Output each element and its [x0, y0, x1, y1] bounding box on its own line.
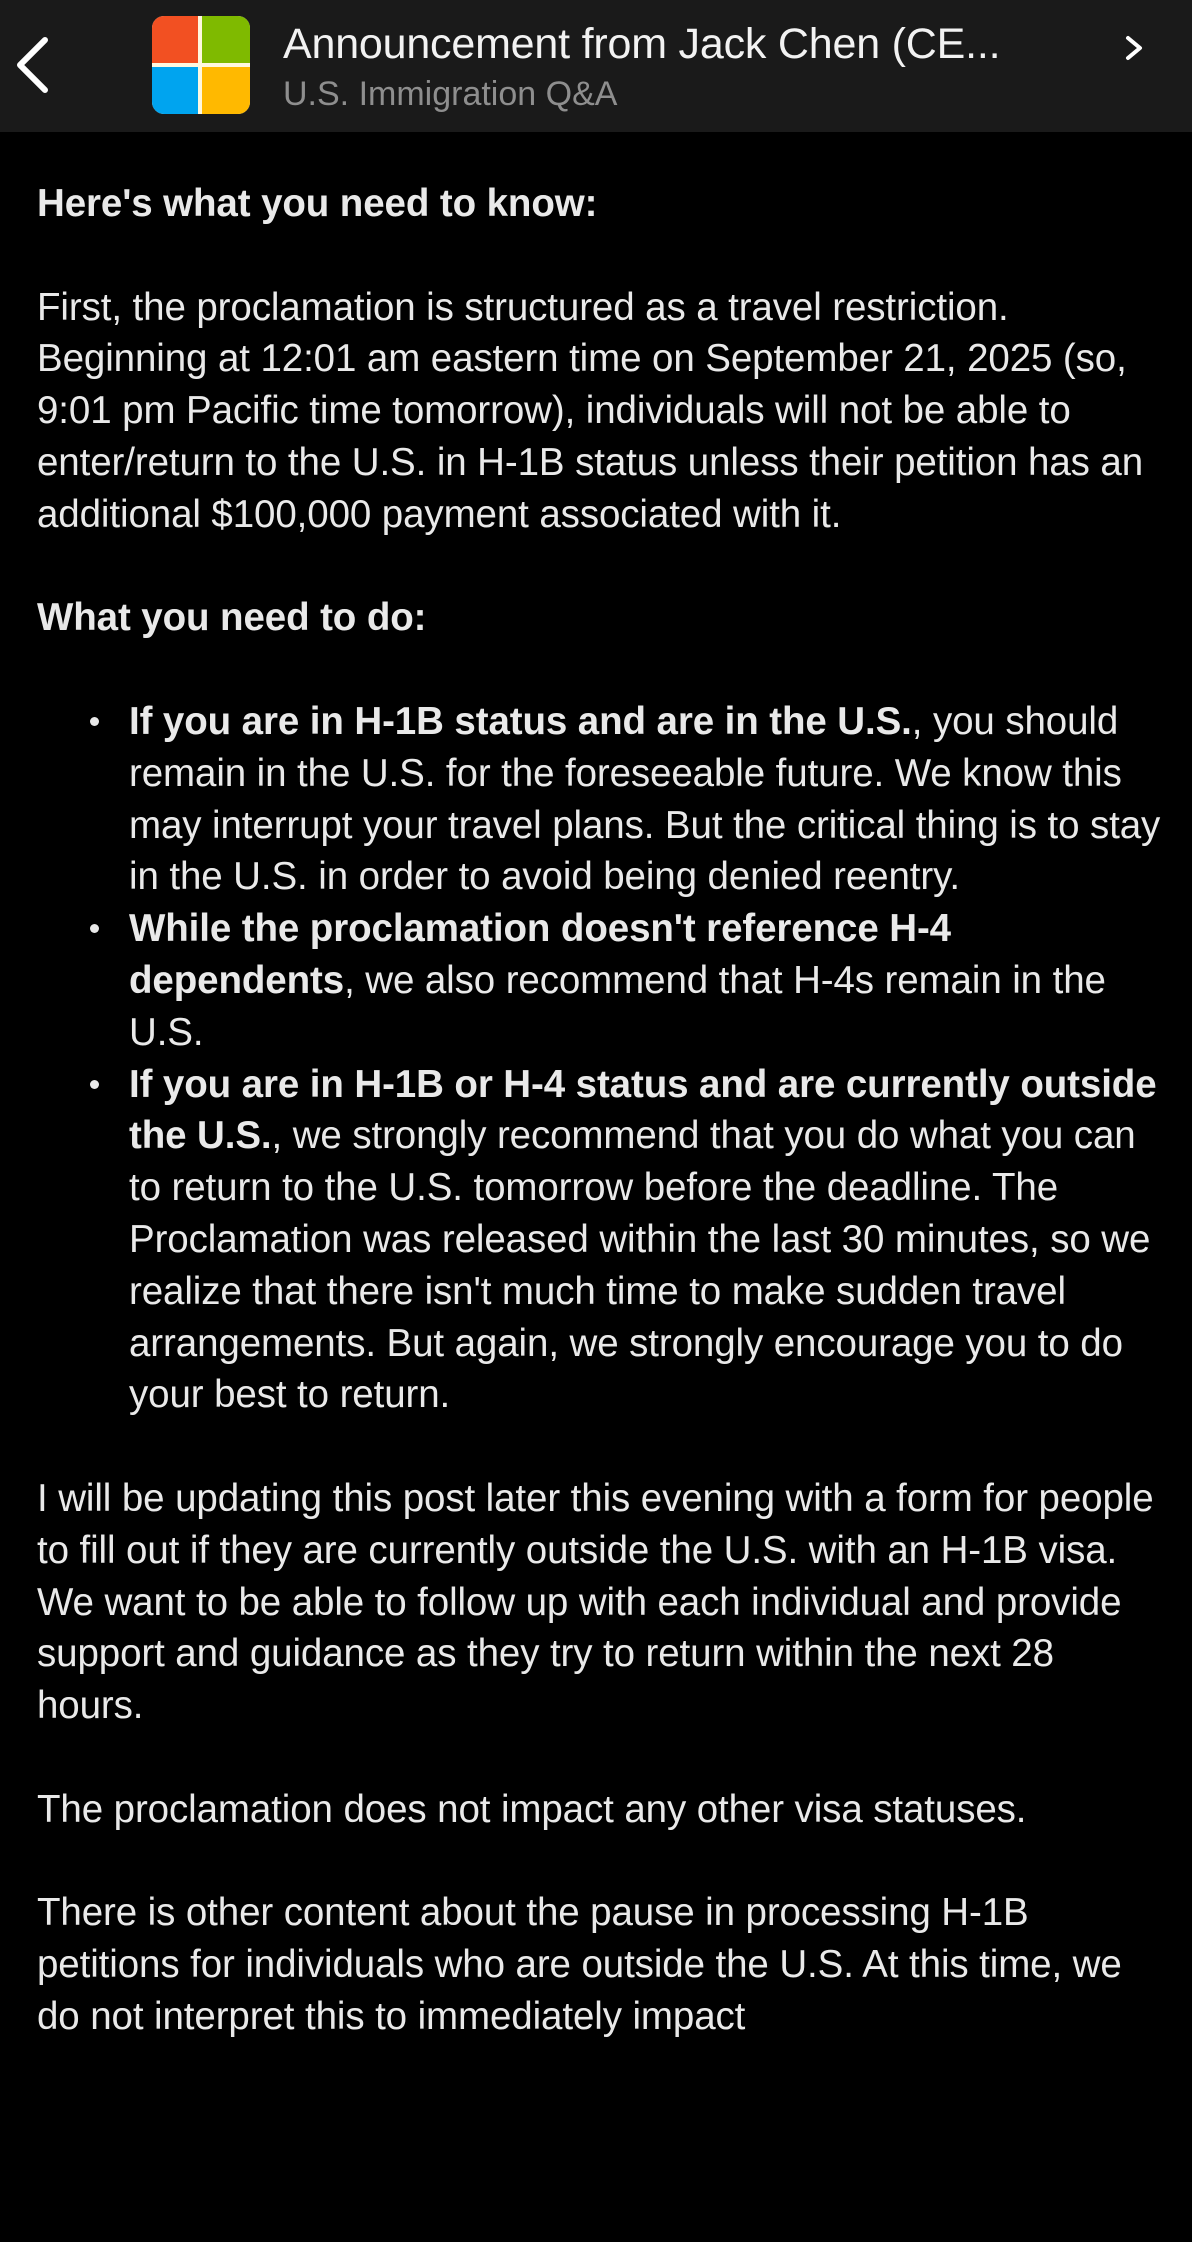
post-body — [37, 178, 1167, 2043]
details-button[interactable] — [1118, 28, 1150, 68]
chevron-right-icon — [1118, 28, 1150, 68]
nav-header — [0, 0, 1192, 132]
logo-green-square — [202, 16, 250, 63]
logo-yellow-square — [202, 67, 250, 114]
list-item-text: , you should remain in the U.S. for the foreseeable future. We know this may interrupt your travel plans. But the critical thing is to stay in the U.S. in order to avoid being denied reentry. — [129, 699, 1161, 899]
list-item-bold: While the proclamation doesn't reference H-4 dependents — [129, 907, 951, 1002]
list-item — [129, 1059, 1167, 1422]
chevron-left-icon — [10, 30, 60, 100]
heading-need-to-know: Here's what you need to know: — [37, 182, 598, 225]
logo-red-square — [152, 16, 198, 63]
microsoft-logo-icon — [152, 16, 250, 114]
logo-blue-square — [152, 67, 198, 114]
conversation-title-block[interactable] — [283, 14, 1103, 114]
list-item — [129, 903, 1167, 1058]
paragraph-processing-pause: There is other content about the pause in processing H-1B petitions for individuals who are outside the U.S. At this time, we do not interpret this to immediately impact — [37, 1891, 1122, 2038]
list-item-bold: If you are in H-1B status and are in the U.S. — [129, 699, 912, 743]
bullet-dot — [90, 1080, 99, 1089]
back-button[interactable] — [10, 30, 60, 100]
list-item — [129, 696, 1167, 903]
bullet-dot — [90, 924, 99, 933]
action-list — [37, 696, 1167, 1421]
list-item-text: , we also recommend that H-4s remain in the U.S. — [129, 958, 1106, 1054]
bullet-dot — [90, 717, 99, 726]
paragraph-travel-restriction: First, the proclamation is structured as a travel restriction. Beginning at 12:01 am eastern time on September 21, 2025 (so, 9:01 pm Pacific time tomorrow), individuals will not be able to enter/return to the U.S. in H-1B status unless their petition has an additional $100,000 payment associated with it. — [37, 285, 1144, 536]
paragraph-update-form: I will be updating this post later this evening with a form for people to fill out if they are currently outside the U.S. with an H-1B visa. We want to be able to follow up with each individual and provide support and guidance as they try to return within the next 28 hours. — [37, 1476, 1154, 1728]
paragraph-other-visas: The proclamation does not impact any other visa statuses. — [37, 1787, 1027, 1831]
community-name: U.S. Immigration Q&A — [283, 75, 618, 113]
list-item-bold: If you are in H-1B or H-4 status and are currently outside the U.S. — [129, 1062, 1157, 1158]
list-item-text: , we strongly recommend that you do what you can to return to the U.S. tomorrow before the deadline. The Proclamation was released within the last 30 minutes, so we realize that there isn't much time to make sudden travel arrangements. But again, we strongly encourage you to do your best to return. — [129, 1114, 1151, 1417]
post-title: Announcement from Jack Chen (CE... — [283, 20, 1001, 68]
heading-need-to-do: What you need to do: — [37, 596, 427, 640]
